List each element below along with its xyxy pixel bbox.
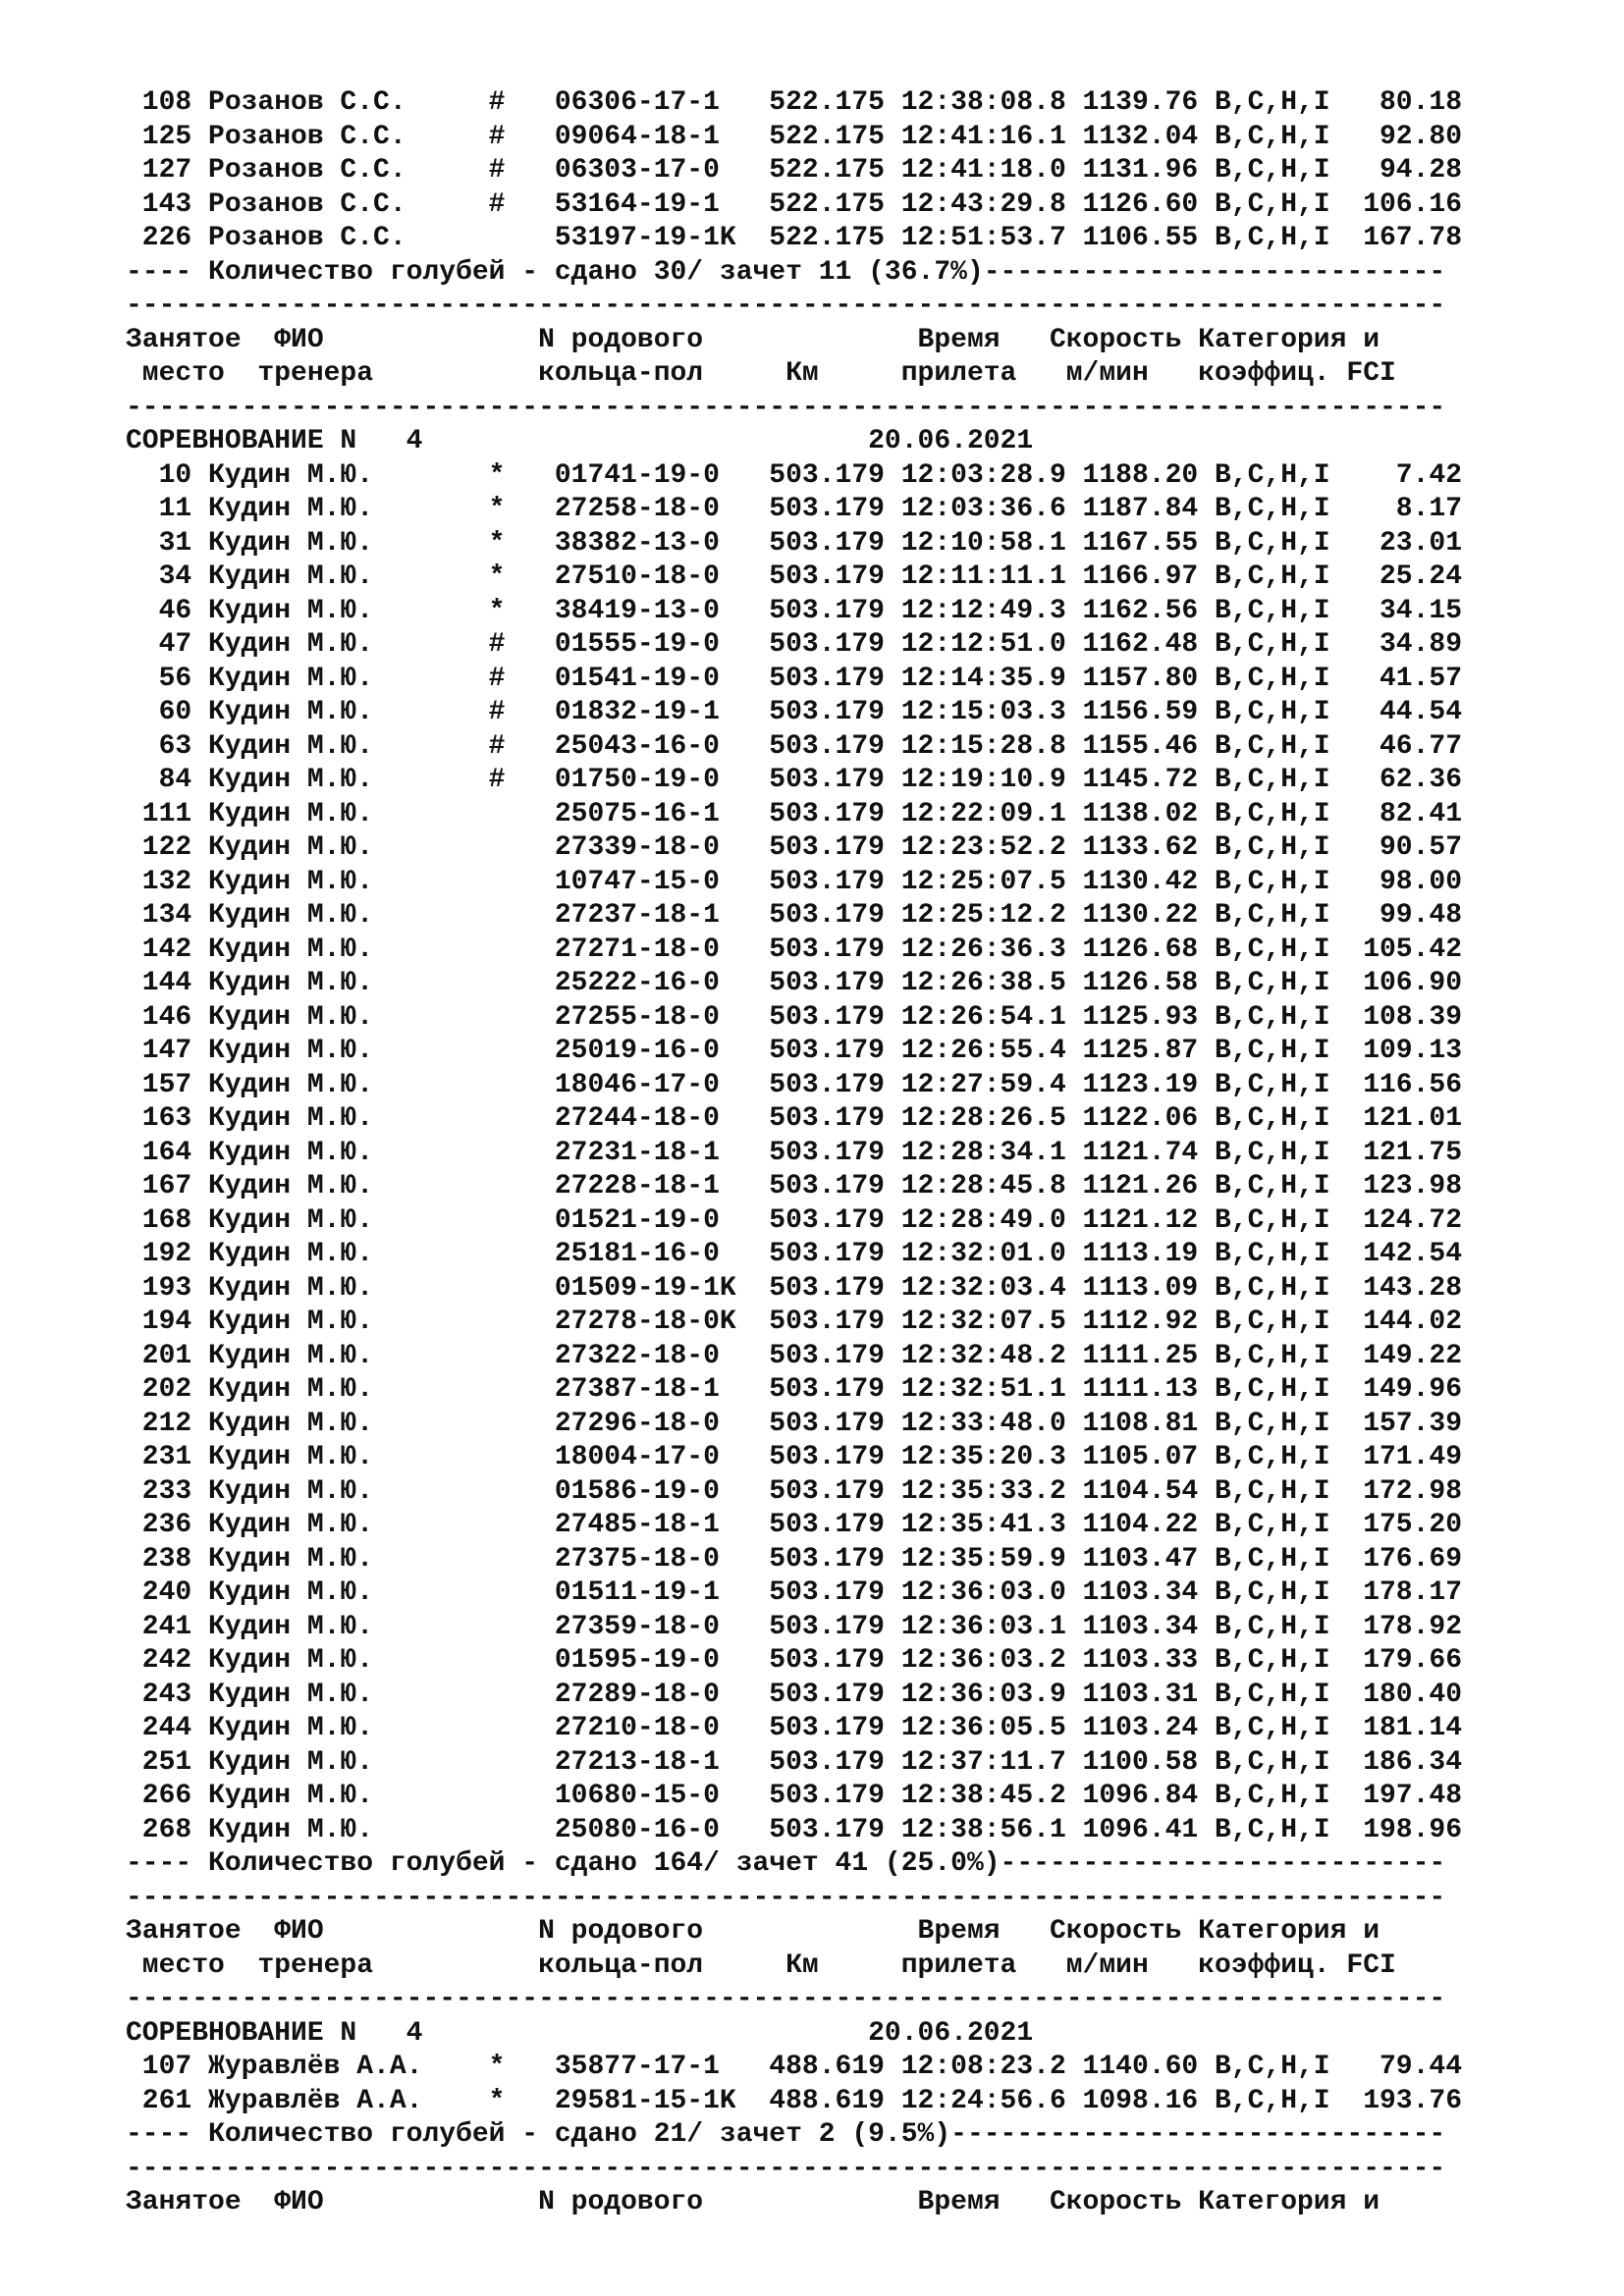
result-row: 31 Кудин М.Ю. * 38382-13-0 503.179 12:10:58.1 1167.55 B,C,H,I 23.01 <box>126 527 1463 559</box>
result-row: 47 Кудин М.Ю. # 01555-19-0 503.179 12:12:51.0 1162.48 B,C,H,I 34.89 <box>126 629 1463 660</box>
result-row: 233 Кудин М.Ю. 01586-19-0 503.179 12:35:33.2 1104.54 B,C,H,I 172.98 <box>126 1475 1463 1507</box>
result-row: 243 Кудин М.Ю. 27289-18-0 503.179 12:36:03.9 1103.31 B,C,H,I 180.40 <box>126 1679 1463 1710</box>
summary-line: ---- Количество голубей - сдано 164/ зачет 41 (25.0%)--------------------------- <box>126 1848 1446 1879</box>
result-row: 238 Кудин М.Ю. 27375-18-0 503.179 12:35:59.9 1103.47 B,C,H,I 176.69 <box>126 1543 1463 1575</box>
result-row: 127 Розанов С.С. # 06303-17-0 522.175 12:41:18.0 1131.96 B,C,H,I 94.28 <box>126 155 1463 186</box>
summary-line: ---- Количество голубей - сдано 21/ зачет 2 (9.5%)------------------------------ <box>126 2119 1446 2150</box>
result-row: 46 Кудин М.Ю. * 38419-13-0 503.179 12:12:49.3 1162.56 B,C,H,I 34.15 <box>126 595 1463 626</box>
separator-line: -------------------------------------------------------------------------------- <box>126 291 1446 321</box>
result-row: 226 Розанов С.С. 53197-19-1K 522.175 12:51:53.7 1106.55 B,C,H,I 167.78 <box>126 223 1463 253</box>
competition-header: СОРЕВНОВАНИЕ N 4 20.06.2021 <box>126 2017 1034 2049</box>
result-row: 122 Кудин М.Ю. 27339-18-0 503.179 12:23:52.2 1133.62 B,C,H,I 90.57 <box>126 832 1463 863</box>
result-row: 111 Кудин М.Ю. 25075-16-1 503.179 12:22:09.1 1138.02 B,C,H,I 82.41 <box>126 798 1463 829</box>
result-row: 142 Кудин М.Ю. 27271-18-0 503.179 12:26:36.3 1126.68 B,C,H,I 105.42 <box>126 934 1463 965</box>
results-document <box>126 86 1598 2220</box>
separator-line: -------------------------------------------------------------------------------- <box>126 1882 1446 1913</box>
result-row: 268 Кудин М.Ю. 25080-16-0 503.179 12:38:56.1 1096.41 B,C,H,I 198.96 <box>126 1814 1463 1845</box>
result-row: 240 Кудин М.Ю. 01511-19-1 503.179 12:36:03.0 1103.34 B,C,H,I 178.17 <box>126 1577 1463 1608</box>
result-row: 63 Кудин М.Ю. # 25043-16-0 503.179 12:15:28.8 1155.46 B,C,H,I 46.77 <box>126 730 1463 762</box>
result-row: 201 Кудин М.Ю. 27322-18-0 503.179 12:32:48.2 1111.25 B,C,H,I 149.22 <box>126 1340 1463 1371</box>
result-row: 125 Розанов С.С. # 09064-18-1 522.175 12:41:16.1 1132.04 B,C,H,I 92.80 <box>126 121 1463 152</box>
result-row: 193 Кудин М.Ю. 01509-19-1K 503.179 12:32:03.4 1113.09 B,C,H,I 143.28 <box>126 1272 1463 1304</box>
result-row: 167 Кудин М.Ю. 27228-18-1 503.179 12:28:45.8 1121.26 B,C,H,I 123.98 <box>126 1171 1463 1201</box>
column-header: Занятое ФИО N родового Время Скорость Категория и <box>126 1916 1380 1947</box>
result-row: 244 Кудин М.Ю. 27210-18-0 503.179 12:36:05.5 1103.24 B,C,H,I 181.14 <box>126 1713 1463 1743</box>
result-row: 132 Кудин М.Ю. 10747-15-0 503.179 12:25:07.5 1130.42 B,C,H,I 98.00 <box>126 866 1463 897</box>
result-row: 192 Кудин М.Ю. 25181-16-0 503.179 12:32:01.0 1113.19 B,C,H,I 142.54 <box>126 1239 1463 1269</box>
result-row: 84 Кудин М.Ю. # 01750-19-0 503.179 12:19:10.9 1145.72 B,C,H,I 62.36 <box>126 765 1463 795</box>
result-row: 202 Кудин М.Ю. 27387-18-1 503.179 12:32:51.1 1111.13 B,C,H,I 149.96 <box>126 1374 1463 1405</box>
separator-line: -------------------------------------------------------------------------------- <box>126 392 1446 423</box>
result-row: 10 Кудин М.Ю. * 01741-19-0 503.179 12:03:28.9 1188.20 B,C,H,I 7.42 <box>126 459 1463 491</box>
result-row: 107 Журавлёв А.А. * 35877-17-1 488.619 12:08:23.2 1140.60 B,C,H,I 79.44 <box>126 2052 1463 2082</box>
result-row: 34 Кудин М.Ю. * 27510-18-0 503.179 12:11:11.1 1166.97 B,C,H,I 25.24 <box>126 561 1463 592</box>
result-row: 60 Кудин М.Ю. # 01832-19-1 503.179 12:15:03.3 1156.59 B,C,H,I 44.54 <box>126 697 1463 727</box>
result-row: 194 Кудин М.Ю. 27278-18-0K 503.179 12:32:07.5 1112.92 B,C,H,I 144.02 <box>126 1307 1463 1337</box>
result-row: 144 Кудин М.Ю. 25222-16-0 503.179 12:26:38.5 1126.58 B,C,H,I 106.90 <box>126 968 1463 998</box>
separator-line: -------------------------------------------------------------------------------- <box>126 1984 1446 2014</box>
separator-line: -------------------------------------------------------------------------------- <box>126 2153 1446 2184</box>
result-row: 241 Кудин М.Ю. 27359-18-0 503.179 12:36:03.1 1103.34 B,C,H,I 178.92 <box>126 1611 1463 1642</box>
result-row: 164 Кудин М.Ю. 27231-18-1 503.179 12:28:34.1 1121.74 B,C,H,I 121.75 <box>126 1137 1463 1168</box>
column-header: место тренера кольца-пол Км прилета м/мин коэффиц. FCI <box>126 1949 1396 1981</box>
column-header: место тренера кольца-пол Км прилета м/мин коэффиц. FCI <box>126 358 1396 389</box>
competition-header: СОРЕВНОВАНИЕ N 4 20.06.2021 <box>126 426 1034 456</box>
summary-line: ---- Количество голубей - сдано 30/ зачет 11 (36.7%)---------------------------- <box>126 256 1446 288</box>
result-row: 212 Кудин М.Ю. 27296-18-0 503.179 12:33:48.0 1108.81 B,C,H,I 157.39 <box>126 1408 1463 1439</box>
result-row: 231 Кудин М.Ю. 18004-17-0 503.179 12:35:20.3 1105.07 B,C,H,I 171.49 <box>126 1442 1463 1472</box>
result-row: 251 Кудин М.Ю. 27213-18-1 503.179 12:37:11.7 1100.58 B,C,H,I 186.34 <box>126 1746 1463 1778</box>
result-row: 11 Кудин М.Ю. * 27258-18-0 503.179 12:03:36.6 1187.84 B,C,H,I 8.17 <box>126 494 1463 524</box>
column-header: Занятое ФИО N родового Время Скорость Категория и <box>126 2187 1380 2217</box>
result-row: 108 Розанов С.С. # 06306-17-1 522.175 12:38:08.8 1139.76 B,C,H,I 80.18 <box>126 87 1463 118</box>
result-row: 261 Журавлёв А.А. * 29581-15-1K 488.619 12:24:56.6 1098.16 B,C,H,I 193.76 <box>126 2085 1463 2116</box>
result-row: 143 Розанов С.С. # 53164-19-1 522.175 12:43:29.8 1126.60 B,C,H,I 106.16 <box>126 188 1463 220</box>
result-row: 56 Кудин М.Ю. # 01541-19-0 503.179 12:14:35.9 1157.80 B,C,H,I 41.57 <box>126 663 1463 694</box>
result-row: 157 Кудин М.Ю. 18046-17-0 503.179 12:27:59.4 1123.19 B,C,H,I 116.56 <box>126 1069 1463 1100</box>
result-row: 147 Кудин М.Ю. 25019-16-0 503.179 12:26:55.4 1125.87 B,C,H,I 109.13 <box>126 1036 1463 1066</box>
result-row: 146 Кудин М.Ю. 27255-18-0 503.179 12:26:54.1 1125.93 B,C,H,I 108.39 <box>126 1001 1463 1033</box>
result-row: 242 Кудин М.Ю. 01595-19-0 503.179 12:36:03.2 1103.33 B,C,H,I 179.66 <box>126 1645 1463 1676</box>
result-row: 236 Кудин М.Ю. 27485-18-1 503.179 12:35:41.3 1104.22 B,C,H,I 175.20 <box>126 1510 1463 1540</box>
result-row: 163 Кудин М.Ю. 27244-18-0 503.179 12:28:26.5 1122.06 B,C,H,I 121.01 <box>126 1103 1463 1134</box>
result-row: 266 Кудин М.Ю. 10680-15-0 503.179 12:38:45.2 1096.84 B,C,H,I 197.48 <box>126 1781 1463 1811</box>
result-row: 168 Кудин М.Ю. 01521-19-0 503.179 12:28:49.0 1121.12 B,C,H,I 124.72 <box>126 1204 1463 1236</box>
column-header: Занятое ФИО N родового Время Скорость Категория и <box>126 324 1380 355</box>
result-row: 134 Кудин М.Ю. 27237-18-1 503.179 12:25:12.2 1130.22 B,C,H,I 99.48 <box>126 900 1463 931</box>
